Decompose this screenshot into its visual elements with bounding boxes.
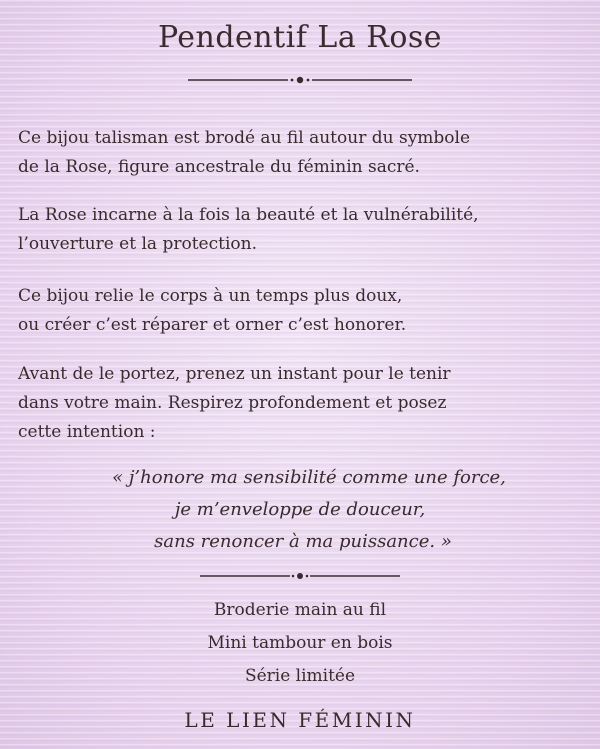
quote-line: sans renoncer à ma puissance. » [154, 531, 452, 552]
paragraph-line: La Rose incarne à la fois la beauté et la vulnérabilité, [18, 205, 479, 225]
paragraph-line: dans votre main. Respirez profondement et posez [18, 393, 447, 413]
paragraph-line: ou créer c’est réparer et orner c’est honorer. [18, 315, 407, 335]
paragraph-rose [18, 201, 593, 259]
ornamental-divider-icon [0, 74, 600, 86]
feature-item: Série limitée [244, 666, 356, 686]
paragraph-line: de la Rose, figure ancestrale du féminin sacré. [18, 157, 420, 177]
feature-item: Broderie main au fil [213, 600, 387, 620]
feature-item: Mini tambour en bois [207, 633, 393, 653]
paragraph-line: Ce bijou relie le corps à un temps plus doux, [18, 286, 403, 306]
brand-name: LE LIEN FÉMININ [184, 708, 416, 732]
quote-line: « j’honore ma sensibilité comme une force, [112, 467, 506, 488]
paragraph-line: Ce bijou talisman est brodé au fil autour du symbole [18, 128, 471, 148]
intention-quote [0, 462, 600, 558]
paragraph-corps [18, 282, 593, 340]
paragraph-line: l’ouverture et la protection. [18, 234, 257, 254]
paragraph-line: Avant de le portez, prenez un instant pour le tenir [18, 364, 451, 384]
page-title: Pendentif La Rose [157, 20, 443, 55]
paragraph-talisman [18, 124, 593, 182]
paragraph-intention [18, 360, 593, 447]
feature-list [0, 594, 600, 693]
ornamental-divider-icon [0, 570, 600, 582]
quote-line: je m’enveloppe de douceur, [174, 499, 426, 520]
paragraph-line: cette intention : [18, 422, 156, 442]
